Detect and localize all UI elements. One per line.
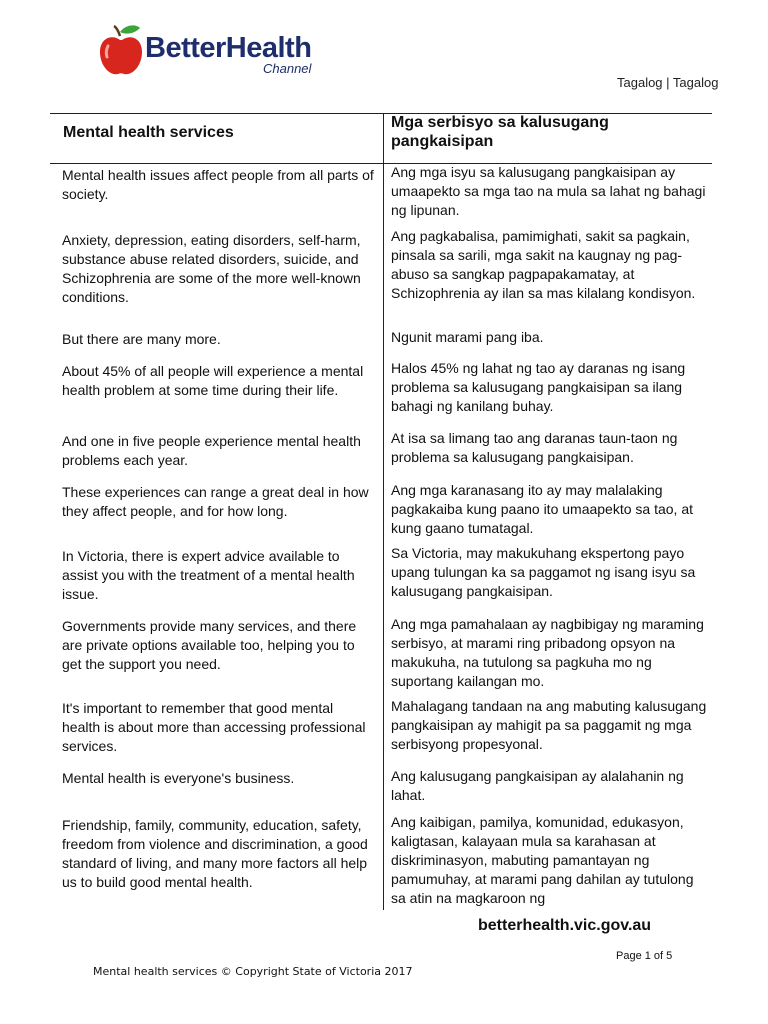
row-en: Friendship, family, community, education, safety, freedom from violence and discrimination, a good standard of living, and many more factors all help us to build good mental health. <box>62 817 368 890</box>
language-label: Tagalog | Tagalog <box>617 75 719 90</box>
apple-icon <box>98 22 146 80</box>
row-en: It's important to remember that good mental health is about more than accessing professional services. <box>62 700 366 754</box>
footer-copyright: Mental health services © Copyright State of Victoria 2017 <box>93 965 413 978</box>
row-tl: Ang kaibigan, pamilya, komunidad, edukasyon, kaligtasan, kalayaan mula sa karahasan at diskriminasyon, mabuting pamantayan ng pamumuhay, at marami pang dahilan ay tutulong sa atin na magkaroon ng <box>391 814 694 906</box>
row-en: And one in five people experience mental health problems each year. <box>62 433 361 468</box>
row-en: These experiences can range a great deal in how they affect people, and for how long. <box>62 484 369 519</box>
site-url: betterhealth.vic.gov.au <box>478 917 652 934</box>
row-en: Governments provide many services, and there are private options available too, helping you to get the support you need. <box>62 618 357 672</box>
row-en: About 45% of all people will experience a mental health problem at some time during their life. <box>62 363 364 398</box>
table-column-divider <box>383 113 384 910</box>
row-en: Mental health is everyone's business. <box>62 770 295 786</box>
row-tl: Mahalagang tandaan na ang mabuting kalusugang pangkaisipan ay mahigit pa sa paggamit ng mga serbisyong propesyonal. <box>391 698 707 752</box>
row-en: Anxiety, depression, eating disorders, self-harm, substance abuse related disorders, suicide, and Schizophrenia are some of the more well-known conditions. <box>62 232 361 305</box>
row-tl: At isa sa limang tao ang daranas taun-taon ng problema sa kalusugang pangkaisipan. <box>391 430 678 465</box>
brand-logo <box>98 22 338 82</box>
header-english: Mental health services <box>63 124 234 141</box>
brand-sub: Channel <box>263 61 312 76</box>
brand-name: BetterHealth <box>145 32 312 64</box>
page-number: Page 1 of 5 <box>616 950 673 962</box>
row-en: Mental health issues affect people from all parts of society. <box>62 167 374 202</box>
row-tl: Ang mga isyu sa kalusugang pangkaisipan ay umaapekto sa mga tao na mula sa lahat ng bahagi ng lipunan. <box>391 164 706 218</box>
row-tl: Ang kalusugang pangkaisipan ay alalahanin ng lahat. <box>391 768 684 803</box>
row-tl: Ang mga karanasang ito ay may malalaking pagkakaiba kung paano ito umaapekto sa tao, at kung gaano tumatagal. <box>391 482 693 536</box>
row-en: In Victoria, there is expert advice available to assist you with the treatment of a mental health issue. <box>62 548 355 602</box>
row-tl: Ang mga pamahalaan ay nagbibigay ng maraming serbisyo, at marami ring pribadong opsyon na makukuha, na tutulong sa pagkuha mo ng suportang kailangan mo. <box>391 616 704 689</box>
row-tl: Halos 45% ng lahat ng tao ay daranas ng isang problema sa kalusugang pangkaisipan sa ilang bahagi ng kanilang buhay. <box>391 360 686 414</box>
row-en: But there are many more. <box>62 331 221 347</box>
row-tl: Sa Victoria, may makukuhang ekspertong payo upang tulungan ka sa paggamot ng isang isyu sa kalusugang pangkaisipan. <box>391 545 696 599</box>
header-tagalog: Mga serbisyo sa kalusugang pangkaisipan <box>391 114 609 150</box>
row-tl: Ngunit marami pang iba. <box>391 329 544 345</box>
row-tl: Ang pagkabalisa, pamimighati, sakit sa pagkain, pinsala sa sarili, mga sakit na kaugnay ng pag-abuso sa sangkap pagpapakamatay, at Schizophrenia ay ilan sa mas kilalang kondisyon. <box>391 228 696 301</box>
